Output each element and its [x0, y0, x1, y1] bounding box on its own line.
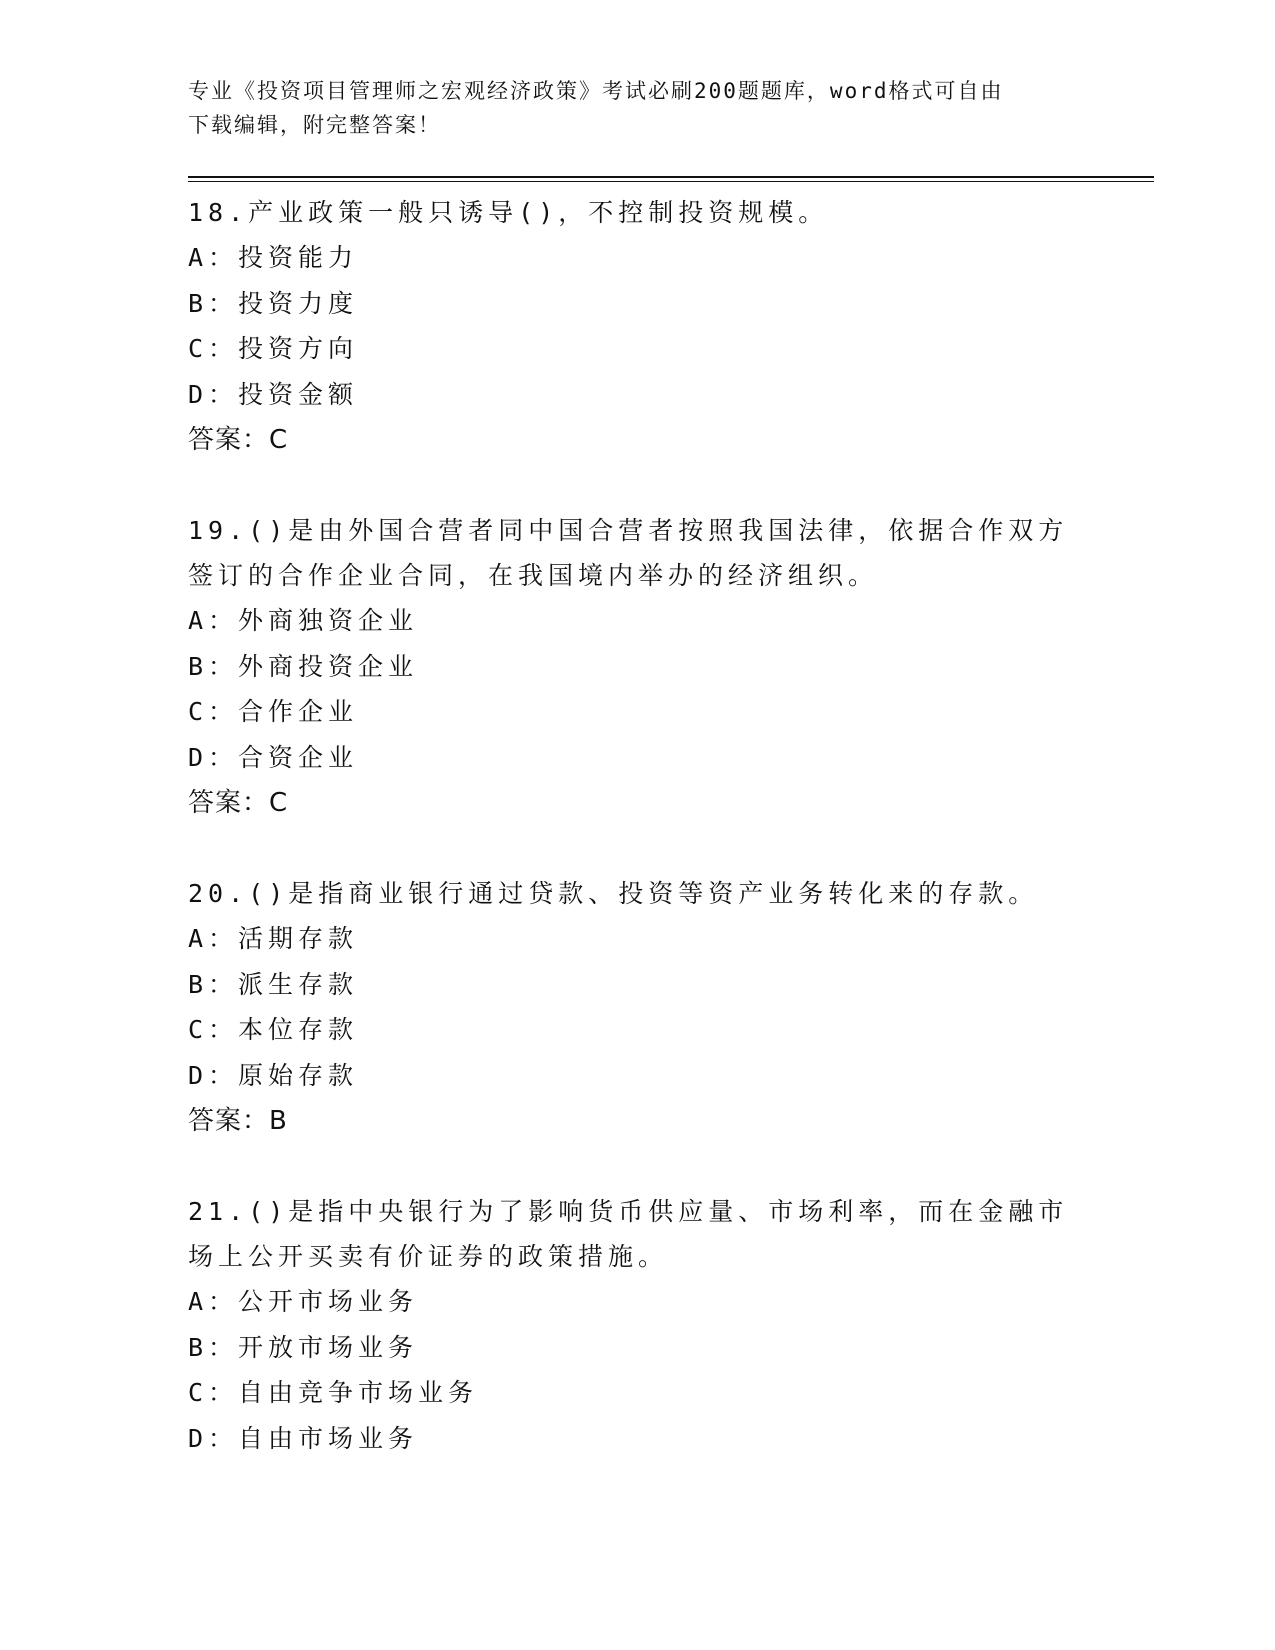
option-c: C：本位存款	[188, 1015, 359, 1044]
header-line-1: 专业《投资项目管理师之宏观经济政策》考试必刷200题题库，word格式可自由	[188, 79, 1004, 103]
answer-line: 答案：C	[188, 788, 289, 818]
question-stem: 21.()是指中央银行为了影响货币供应量、市场利率，而在金融市场上公开买卖有价证券的政策措施。	[188, 1197, 1069, 1271]
question-18	[188, 190, 1088, 463]
document-header	[188, 74, 1068, 142]
option-b: B：投资力度	[188, 288, 359, 318]
option-d: D：自由市场业务	[188, 1423, 419, 1453]
question-stem: 20.()是指商业银行通过贷款、投资等资产业务转化来的存款。	[188, 879, 1039, 908]
option-b: B：开放市场业务	[188, 1332, 419, 1362]
question-20	[188, 871, 1088, 1144]
question-list	[188, 190, 1088, 1506]
option-c: C：自由竞争市场业务	[188, 1378, 479, 1407]
question-19	[188, 508, 1088, 826]
header-divider-thick	[188, 176, 1154, 178]
option-a: A：投资能力	[188, 243, 359, 272]
option-b: B：派生存款	[188, 969, 359, 999]
option-b: B：外商投资企业	[188, 651, 419, 681]
option-c: C：合作企业	[188, 697, 359, 726]
option-a: A：外商独资企业	[188, 606, 419, 635]
question-stem: 18.产业政策一般只诱导()，不控制投资规模。	[188, 198, 829, 227]
question-21	[188, 1189, 1088, 1461]
question-stem: 19.()是由外国合营者同中国合营者按照我国法律，依据合作双方签订的合作企业合同，在我国境内举办的经济组织。	[188, 516, 1069, 590]
answer-line: 答案：B	[188, 1106, 288, 1136]
option-c: C：投资方向	[188, 334, 359, 363]
option-a: A：活期存款	[188, 924, 359, 953]
header-line-2: 下载编辑，附完整答案！	[188, 113, 441, 137]
answer-line: 答案：C	[188, 425, 289, 455]
header-divider-thin	[188, 181, 1154, 182]
option-d: D：合资企业	[188, 742, 359, 772]
option-d: D：原始存款	[188, 1060, 359, 1090]
option-d: D：投资金额	[188, 379, 359, 409]
option-a: A：公开市场业务	[188, 1287, 419, 1316]
